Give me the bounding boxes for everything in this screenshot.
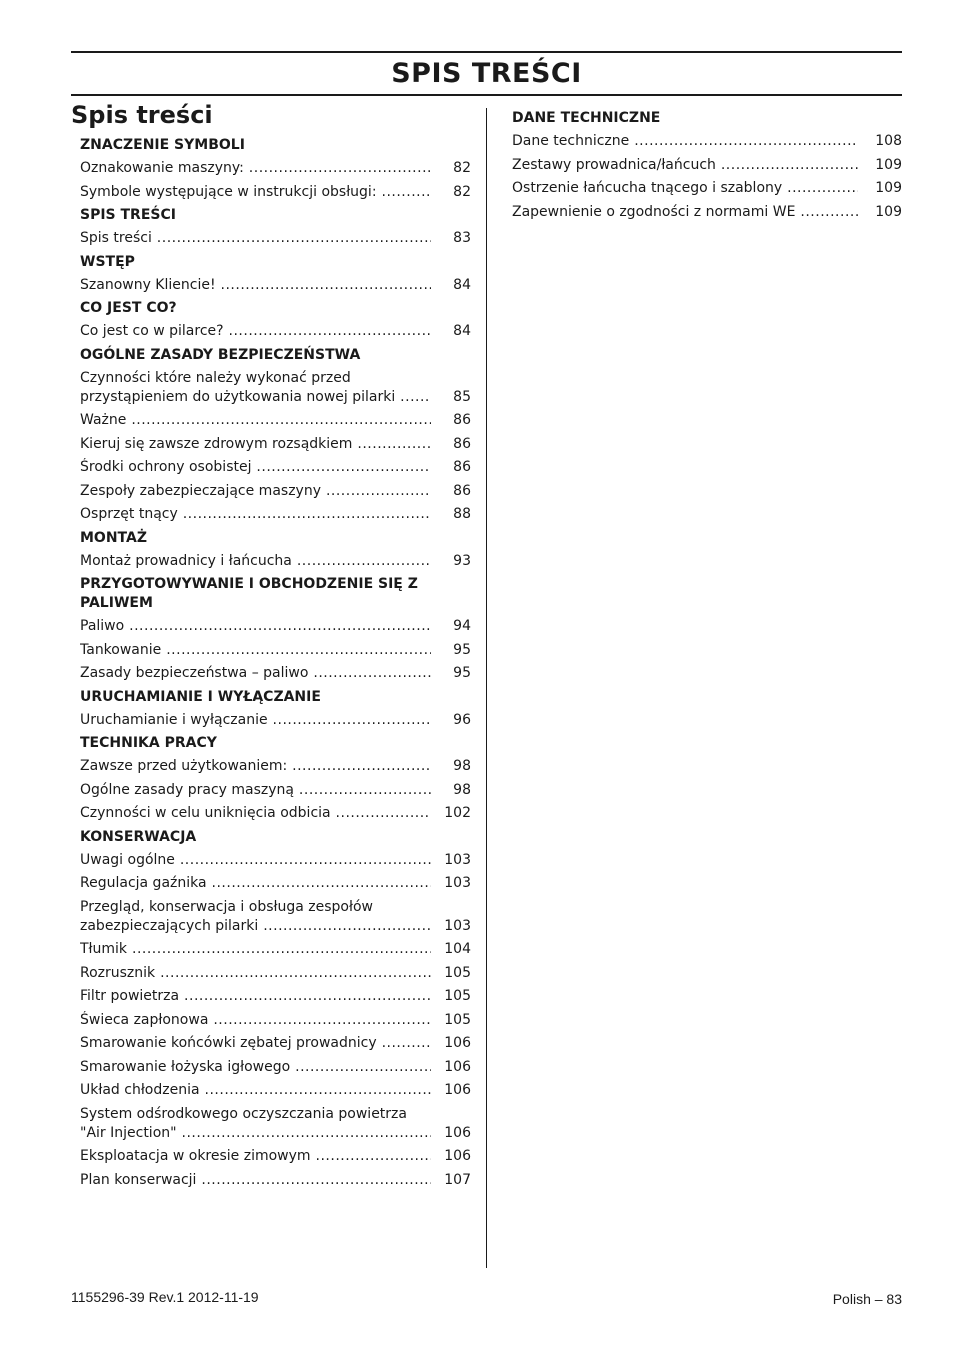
toc-entry-page: 93: [453, 552, 471, 569]
toc-entry[interactable]: [80, 641, 471, 660]
toc-entry-page: 106: [444, 1082, 471, 1098]
toc-entry-text: Tłumik .....: [80, 940, 431, 959]
toc-section-heading: TECHNIKA PRACY: [80, 735, 217, 751]
toc-entry-page: 86: [453, 459, 471, 475]
toc-entry-page: 103: [444, 851, 471, 868]
toc-entry-text: zabezpieczających pilarki .....: [80, 917, 431, 936]
toc-entry[interactable]: [80, 505, 471, 524]
toc-entry[interactable]: [80, 276, 471, 295]
toc-entry-page: 98: [453, 758, 471, 774]
toc-entry[interactable]: [80, 183, 471, 202]
toc-entry-page: 82: [453, 160, 471, 176]
toc-entry-text: Kieruj się zawsze zdrowym rozsądkiem .....: [80, 435, 431, 454]
toc-entry-text: Osprzęt tnący .....: [80, 505, 431, 524]
toc-entry-page: 107: [444, 1171, 471, 1188]
toc-entry[interactable]: [80, 1034, 471, 1053]
toc-section-heading: WSTĘP: [80, 253, 135, 270]
toc-entry-text: Zapewnienie o zgodności z normami WE .....: [512, 203, 858, 222]
toc-entry[interactable]: [80, 1147, 471, 1166]
toc-entry-text: Zasady bezpieczeństwa – paliwo .....: [80, 664, 431, 683]
footer-page-label: Polish – 83: [832, 1291, 902, 1307]
toc-entry-page: 105: [444, 988, 471, 1004]
toc-entry[interactable]: [80, 617, 471, 636]
toc-entry-page: 88: [453, 506, 471, 522]
toc-entry-text: Ostrzenie łańcucha tnącego i szablony .....: [512, 179, 858, 198]
toc-title: Spis treści: [71, 101, 213, 129]
toc-entry[interactable]: [80, 1171, 471, 1190]
toc-entry[interactable]: [80, 435, 471, 454]
toc-entry[interactable]: [80, 851, 471, 870]
toc-entry-text: Szanowny Kliencie! .....: [80, 276, 431, 295]
toc-entry-page: 86: [453, 482, 471, 499]
toc-entry-text: Zawsze przed użytkowaniem: .....: [80, 757, 431, 776]
toc-entry-page: 106: [444, 1035, 471, 1051]
toc-entry-page: 106: [444, 1148, 471, 1164]
toc-entry-page: 104: [444, 941, 471, 957]
header-rule-bottom: [71, 94, 902, 96]
toc-section-heading: ZNACZENIE SYMBOLI: [80, 137, 245, 153]
toc-entry[interactable]: [80, 369, 471, 407]
toc-entry[interactable]: [80, 940, 471, 959]
column-divider: [486, 108, 487, 1268]
toc-entry-text: Dane techniczne .....: [512, 132, 858, 151]
toc-left-column: [71, 98, 471, 1194]
toc-entry-page: 109: [875, 203, 902, 220]
toc-entry[interactable]: [80, 322, 471, 341]
toc-right-column: [512, 107, 902, 226]
toc-entry-page: 84: [453, 276, 471, 293]
toc-entry[interactable]: [80, 781, 471, 800]
toc-entry-page: 84: [453, 323, 471, 339]
toc-entry-text: Rozrusznik .....: [80, 964, 431, 983]
toc-entry-page: 108: [875, 133, 902, 149]
toc-entry-text: Tankowanie .....: [80, 641, 431, 660]
toc-entry-text: Spis treści .....: [80, 229, 431, 248]
toc-entry-text: Regulacja gaźnika .....: [80, 874, 431, 893]
toc-entry-text: Plan konserwacji .....: [80, 1171, 431, 1190]
toc-entry[interactable]: [80, 987, 471, 1006]
toc-entry-text: Eksploatacja w okresie zimowym .....: [80, 1147, 431, 1166]
toc-entry[interactable]: [80, 1011, 471, 1030]
toc-list-left: [71, 136, 471, 1190]
toc-list-right: [512, 109, 902, 222]
toc-entry-text: "Air Injection" .....: [80, 1124, 431, 1143]
toc-entry[interactable]: [512, 132, 902, 151]
toc-entry[interactable]: [512, 179, 902, 198]
toc-entry[interactable]: [80, 229, 471, 248]
toc-entry[interactable]: [80, 1058, 471, 1077]
toc-entry-page: 98: [453, 781, 471, 798]
toc-entry-page: 86: [453, 412, 471, 428]
toc-entry-text: Ogólne zasady pracy maszyną .....: [80, 781, 431, 800]
toc-entry-text: Świeca zapłonowa .....: [80, 1011, 431, 1030]
footer-doc-id: 1155296-39 Rev.1 2012-11-19: [71, 1289, 259, 1305]
toc-entry-text: przystąpieniem do użytkowania nowej pilarki .....: [80, 388, 431, 407]
toc-entry[interactable]: [80, 664, 471, 683]
toc-entry-page: 106: [444, 1058, 471, 1075]
toc-section-heading: CO JEST CO?: [80, 300, 177, 316]
header-rule-top: [71, 51, 902, 53]
toc-entry-text-line1: Czynności które należy wykonać przed: [80, 369, 351, 386]
toc-entry-page: 82: [453, 183, 471, 200]
toc-entry[interactable]: [80, 552, 471, 571]
toc-entry[interactable]: [80, 711, 471, 730]
toc-section-heading: SPIS TREŚCI: [80, 207, 176, 223]
toc-entry-text: Układ chłodzenia .....: [80, 1081, 431, 1100]
toc-entry[interactable]: [80, 804, 471, 823]
toc-entry-text: Co jest co w pilarce? .....: [80, 322, 431, 341]
toc-entry[interactable]: [80, 411, 471, 430]
toc-entry[interactable]: [80, 898, 471, 936]
page-header-title: SPIS TREŚCI: [391, 58, 582, 89]
toc-entry-row: [80, 1124, 471, 1143]
toc-entry-page: 95: [453, 641, 471, 658]
toc-entry-row: [80, 388, 471, 407]
toc-entry-page: 105: [444, 1011, 471, 1028]
toc-entry[interactable]: [80, 482, 471, 501]
toc-entry-page: 95: [453, 665, 471, 681]
toc-entry-text: Uruchamianie i wyłączanie .....: [80, 711, 431, 730]
toc-entry-page: 86: [453, 435, 471, 452]
toc-entry[interactable]: [80, 1081, 471, 1100]
toc-entry-text: Czynności w celu uniknięcia odbicia .....: [80, 804, 431, 823]
toc-entry-text: Środki ochrony osobistej .....: [80, 458, 431, 477]
toc-entry[interactable]: [80, 159, 471, 178]
toc-section-heading: OGÓLNE ZASADY BEZPIECZEŃSTWA: [80, 346, 361, 363]
toc-entry-page: 103: [444, 917, 471, 934]
toc-entry-page: 96: [453, 711, 471, 728]
toc-section-heading: KONSERWACJA: [80, 828, 197, 845]
toc-entry-text: Zestawy prowadnica/łańcuch .....: [512, 156, 858, 175]
toc-entry-page: 94: [453, 618, 471, 634]
toc-entry-text: Smarowanie końcówki zębatej prowadnicy .....: [80, 1034, 431, 1053]
toc-entry[interactable]: [80, 964, 471, 983]
toc-entry-page: 109: [875, 180, 902, 196]
toc-entry-text: Paliwo .....: [80, 617, 431, 636]
toc-section-heading: URUCHAMIANIE I WYŁĄCZANIE: [80, 688, 321, 705]
toc-section-heading: PRZYGOTOWYWANIE I OBCHODZENIE SIĘ Z PALIWEM: [80, 576, 418, 611]
toc-entry-page: 109: [875, 156, 902, 173]
toc-entry-text: Zespoły zabezpieczające maszyny .....: [80, 482, 431, 501]
toc-entry-page: 102: [444, 805, 471, 821]
toc-entry-text: Symbole występujące w instrukcji obsługi: .....: [80, 183, 431, 202]
toc-entry-page: 105: [444, 964, 471, 981]
toc-entry-text-line1: Przegląd, konserwacja i obsługa zespołów: [80, 898, 373, 915]
toc-entry-text: Montaż prowadnicy i łańcucha .....: [80, 552, 431, 571]
toc-entry-text: Oznakowanie maszyny: .....: [80, 159, 431, 178]
toc-entry-page: 106: [444, 1124, 471, 1141]
toc-entry-row: [80, 917, 471, 936]
toc-entry-text: Uwagi ogólne .....: [80, 851, 431, 870]
toc-entry[interactable]: [80, 1105, 471, 1143]
toc-entry-text-line1: System odśrodkowego oczyszczania powietrza: [80, 1105, 407, 1122]
toc-entry[interactable]: [512, 203, 902, 222]
toc-entry-text: Smarowanie łożyska igłowego .....: [80, 1058, 431, 1077]
toc-section-heading: DANE TECHNICZNE: [512, 110, 661, 126]
toc-entry[interactable]: [80, 458, 471, 477]
toc-entry-page: 83: [453, 230, 471, 246]
toc-section-heading: MONTAŻ: [80, 529, 147, 546]
toc-entry-text: Ważne .....: [80, 411, 431, 430]
toc-entry[interactable]: [80, 874, 471, 893]
toc-entry[interactable]: [80, 757, 471, 776]
toc-entry-page: 103: [444, 875, 471, 891]
toc-entry[interactable]: [512, 156, 902, 175]
toc-entry-text: Filtr powietrza .....: [80, 987, 431, 1006]
toc-entry-page: 85: [453, 388, 471, 405]
